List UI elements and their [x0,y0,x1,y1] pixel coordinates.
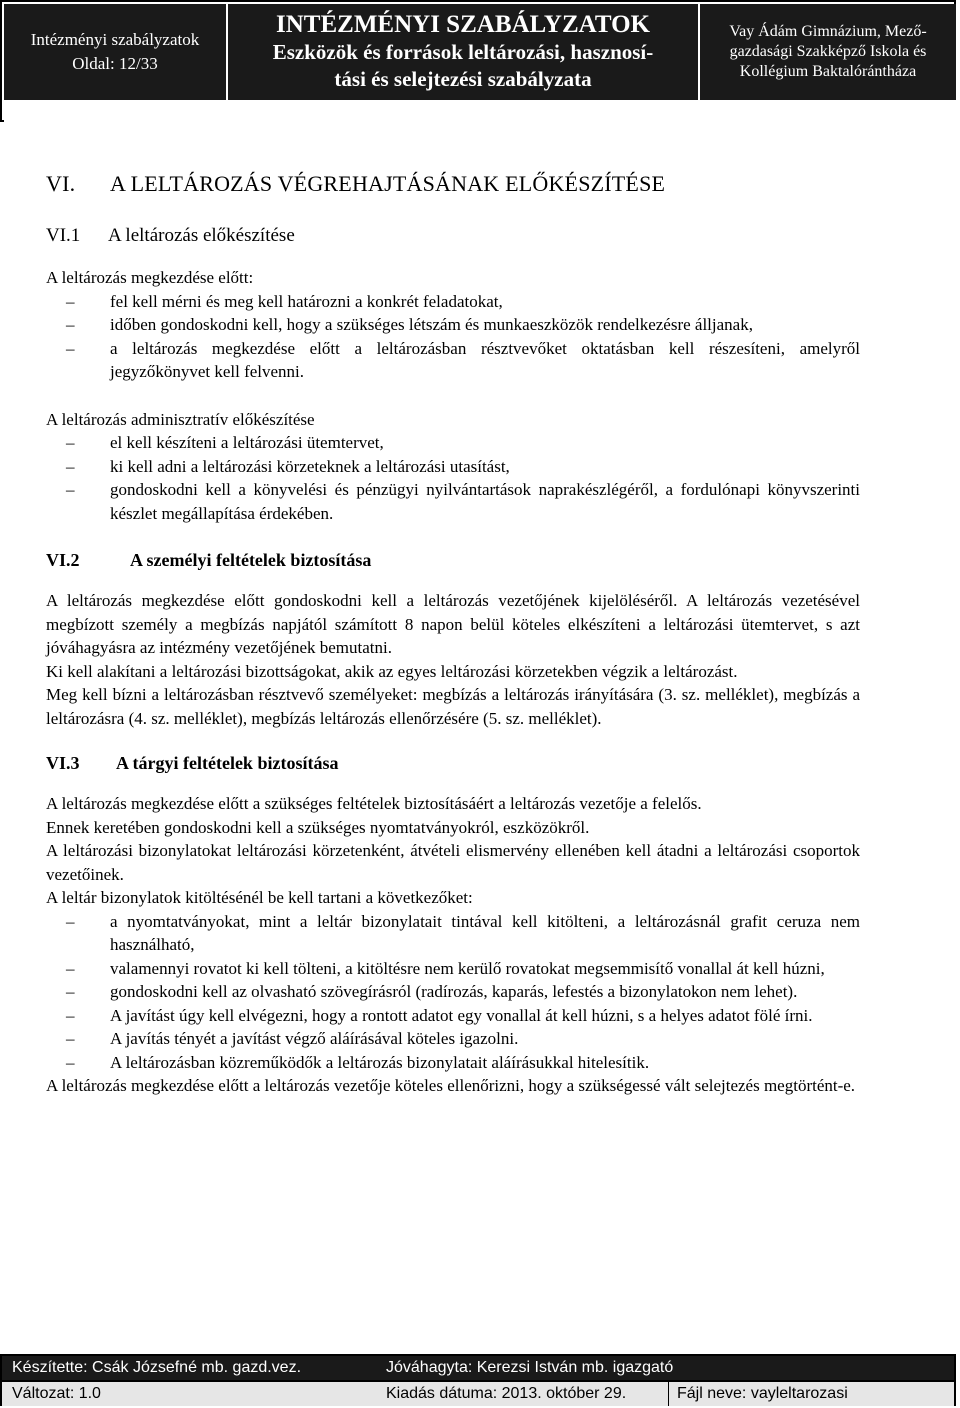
list-item: – fel kell mérni és meg kell határozni a konkrét feladatokat, [46,290,860,314]
chapter-number: VI. [46,171,76,196]
list-item: – valamennyi rovatot ki kell tölteni, a kitöltésre nem kerülő rovatokat megsemmisítő vonallal át kell húzni, [46,957,860,981]
document-body [46,160,860,1098]
header-subtitle-line-1: Eszközök és források leltározási, hasznosí- [272,40,654,64]
list-item: – a leltározás megkezdése előtt a leltározásban résztvevőket oktatásban kell részesíteni, amelyről jegyzőkönyvet kell felvenni. [46,337,860,384]
list-item: – A leltározásban közreműködők a leltározás bizonylatait aláírásukkal hitelesítik. [46,1051,860,1075]
chapter-heading [46,160,860,208]
list-item: – gondoskodni kell az olvasható szövegírásról (radírozás, kaparás, lefestés a bizonylatokon nem lehet). [46,980,860,1004]
paragraph: A leltározás megkezdése előtt a szükséges feltételek biztosításáért a leltározás vezetője a felelős. [46,794,702,813]
section-1-heading [46,224,860,254]
header-subtitle-line-2: tási és selejtezési szabályzata [334,67,592,91]
list-item: – ki kell adni a leltározási körzeteknek a leltározási utasítást, [46,455,860,479]
paragraph: Meg kell bízni a leltározásban résztvevő személyeket: megbízás a leltározás irányítására (3. sz. melléklet), megbízás a leltározásra (4. sz. melléklet), megbízás leltározás ellenőrzésére (5. sz. melléklet). [46,685,860,728]
header-page-number: Oldal: 12/33 [72,54,158,73]
footer-approved-by: Jóváhagyta: Kerezsi István mb. igazgató [386,1359,674,1376]
header-band [4,4,956,100]
paragraph: Ki kell alakítani a leltározási bizottságokat, akik az egyes leltározási körzetekben végzik a leltározást. [46,661,738,681]
list-item: – időben gondoskodni kell, hogy a szükséges létszám és munkaeszközök rendelkezésre álljanak, [46,313,860,337]
section-1-admin-list [46,431,860,525]
section-1-title: A leltározás előkészítése [108,225,295,246]
footer-row-1 [2,1356,954,1380]
list-item: – el kell készíteni a leltározási ütemtervet, [46,431,860,455]
header-title-block [228,4,700,100]
section-1-admin-intro: A leltározás adminisztratív előkészítése [46,409,315,429]
page-header [0,0,956,122]
header-doc-type: Intézményi szabályzatok [30,30,200,49]
footer-issue-date: Kiadás dátuma: 2013. október 29. [386,1385,627,1402]
closing-paragraph: A leltározás megkezdése előtt a leltározás vezetője köteles ellenőrizni, hogy a szükségessé vált selejtezés megtörtént-e. [46,1076,856,1095]
section-1-intro: A leltározás megkezdése előtt: [46,268,254,287]
header-institution-line-2: gazdasági Szakképző Iskola és [729,43,927,60]
footer-row-2 [2,1380,954,1406]
header-spacer [4,100,956,122]
header-institution [700,4,956,100]
section-2-heading [46,545,860,575]
chapter-title: A LELTÁROZÁS VÉGREHAJTÁSÁNAK ELŐKÉSZÍTÉSE [110,171,666,196]
paragraph: Ennek keretében gondoskodni kell a szükséges nyomtatványokról, eszközökről. [46,817,590,837]
section-2-title: A személyi feltételek biztosítása [130,550,372,570]
header-title: INTÉZMÉNYI SZABÁLYZATOK [276,11,650,38]
footer-made-by: Készítette: Csák Józsefné mb. gazd.vez. [12,1359,302,1376]
section-2-number: VI.2 [46,550,80,570]
page-footer [0,1354,956,1406]
section-3-title: A tárgyi feltételek biztosítása [116,753,339,773]
section-3-heading [46,748,860,778]
footer-version: Változat: 1.0 [12,1385,101,1402]
footer-file-name: Fájl neve: vayleltarozasi [668,1382,954,1406]
list-item: – A javítást úgy kell elvégezni, hogy a rontott adatot egy vonallal át kell húzni, s a helyes adatot fölé írni. [46,1004,860,1028]
section-3-number: VI.3 [46,753,80,773]
header-left [4,4,228,100]
list-item: – A javítás tényét a javítást végző aláírásával köteles igazolni. [46,1027,860,1051]
section-1-list [46,290,860,384]
list-item: – gondoskodni kell a könyvelési és pénzügyi nyilvántartások naprakészlégéről, a fordulónapi könyvszerinti készlet megállapítása érdekében. [46,478,860,525]
header-institution-line-3: Kollégium Baktalórántháza [739,63,917,80]
paragraph: A leltározási bizonylatokat leltározási körzetenként, átvételi elismervény ellenében kell átadni a leltározási csoportok vezetőinek. [46,841,860,884]
section-3-list [46,910,860,1075]
paragraph: A leltár bizonylatok kitöltésénél be kell tartani a következőket: [46,888,473,907]
paragraph: A leltározás megkezdése előtt gondoskodni kell a leltározás vezetőjének kijelöléséről. A leltározás vezetésével megbízott személy a megbízás napjától számított 8 napon belül köteles elkészíteni a leltározási ütemtervet, s azt jóváhagyásra az intézmény vezetőjének bemutatni. [46,591,860,657]
header-institution-line-1: Vay Ádám Gimnázium, Mező- [729,23,927,40]
list-item: – a nyomtatványokat, mint a leltár bizonylatait tintával kell kitölteni, a leltározásnál grafit ceruza nem használható, [46,910,860,957]
section-1-number: VI.1 [46,225,81,246]
